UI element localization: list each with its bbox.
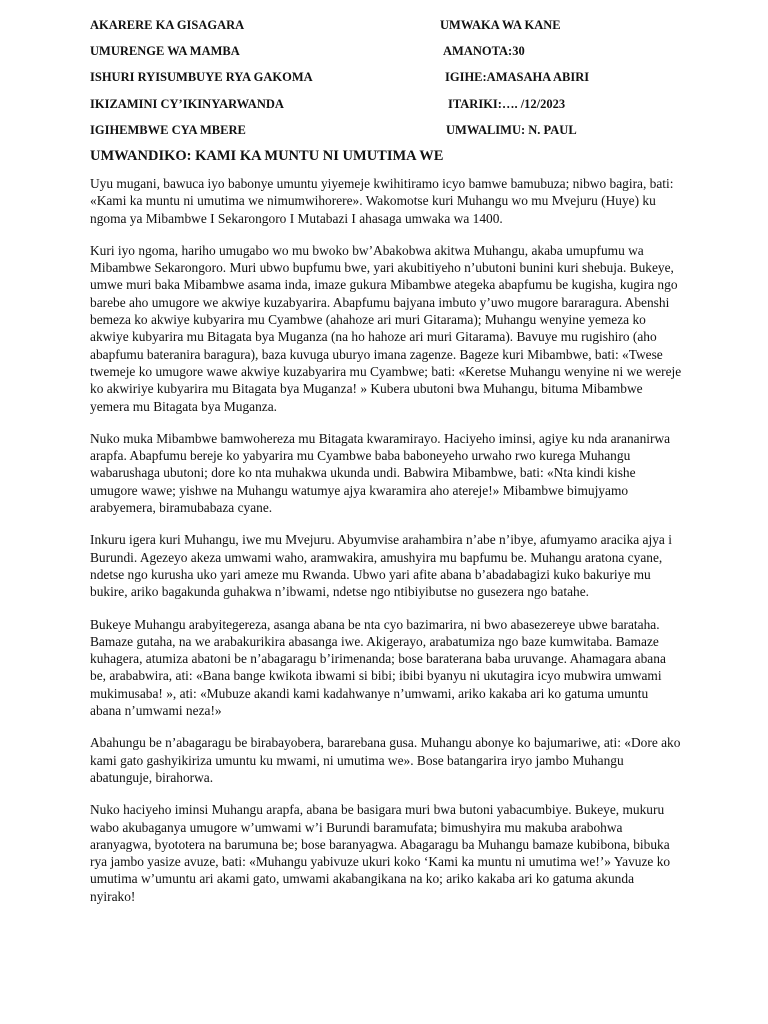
paragraph: Bukeye Muhangu arabyitegereza, asanga abana be nta cyo bazimarira, ni bwo abasezereye ubwe barataha. Bamaze gutaha, na we arabakurikira abasanga iwe. Akigerayo, arabatumiza ngo baze kumwitaba. Bamaze kuhagera, atumiza abatoni be n’abagaragu b’irimenanda; bose baraterana baba uruvange. Ahamagara abana be, arababwira, ati: «Bana bange kwikota ibwami si bibi; ibibi byanyu ni ukutagira icyo mubwira umwami mukimusaba! », ati: «Mubuze akandi kami kadahwanye n’umwami, ariko kakaba ari ko gatuma umuntu abana n’umwami neza!» xyxy=(90,616,666,719)
duration-label: IGIHE:AMASAHA ABIRI xyxy=(445,70,590,84)
paragraph: Nuko muka Mibambwe bamwohereza mu Bitagata kwaramirayo. Haciyeho iminsi, agiye ku nda arananirwa arapfa. Abapfumu bereje ko yabyarira mu Cyambwe baba baboneyeho urwaho rwo kurega Muhangu wabarushaga ubutoni; dore ko nta muhakwa ukunda undi. Babwira Mibambwe, bati: «Nta kindi kishe umugore wawe; yishwe na Muhangu watumye ajya kwaramira aho atereje!» Mibambwe bimujyamo arabyemera, biramubabaza cyane. xyxy=(90,430,671,516)
header-row-sector xyxy=(0,42,768,60)
sector-label: UMURENGE WA MAMBA xyxy=(90,44,240,58)
year-label: UMWAKA WA KANE xyxy=(440,18,561,32)
header-row-term xyxy=(0,121,768,139)
district-label: AKARERE KA GISAGARA xyxy=(90,18,245,32)
paragraph: Nuko haciyeho iminsi Muhangu arapfa, abana be basigara muri bwa butoni yabacumbiye. Bukeye, mukuru wabo akubaganya umugore w’umwami w’i Burundi baramufata; bimushyira mu makuba arabohwa aranyagwa, byototera na barumuna be; bose baranyagwa. Abagaragu ba Muhangu bamaze kubibona, bibuka rya jambo yasize avuze, bati: «Muhangu yabivuze ukuri koko ‘Kami ka muntu ni umutima we!’» Yavuze ko umutima w’umuntu ari akami gato, umwami akabangikana na ko; ariko kakaba ari ko gatuma akunda nyirako! xyxy=(90,802,671,904)
header-row-district xyxy=(0,16,768,34)
school-label: ISHURI RYISUMBUYE RYA GAKOMA xyxy=(90,70,313,84)
paragraph: Kuri iyo ngoma, hariho umugabo wo mu bwoko bw’Abakobwa akitwa Muhangu, akaba umupfumu wa Mibambwe Sekarongoro. Muri ubwo bupfumu bwe, yari akubitiyeho n’ubutoni bunini kuri shebuja. Bukeye, umwe muri baka Mibambwe asama inda, imaze gukura Mibambwe ategeka abapfumu be kugisha, kugira ngo barebe aho umugore we akwiye kuzabyarira. Abapfumu bajyana imbuto y’uwo mugore bararagura. Abenshi bemeza ko akwiye kubyarira mu Cyambwe (ahahoze ari muri Gitarama); Muhangu wenyine yemeza ko akwiye kubyarira mu Bitagata bya Muganza (na ho hahoze ari muri Gitarama). Bavuye mu rugishiro (aho abapfumu bateranira baragura), baza kuvuga uburyo imana zagenze. Bageze kuri Mibambwe, bati: «Twese twemeje ko umugore wawe akwiye kuzabyarira mu Cyambwe; bati: «Keretse Muhangu wenyine ni we wereje ko akwiriye kubyarira mu Bitagata bya Muganza! » Kubera ubutoni bwa Muhangu, bituma Mibambwe yemera mu Bitagata bya Muganza. xyxy=(90,242,682,414)
teacher-label: UMWALIMU: N. PAUL xyxy=(446,123,577,137)
term-label: IGIHEMBWE CYA MBERE xyxy=(90,123,246,137)
paragraph: Abahungu be n’abagaragu be birabayobera, bararebana gusa. Muhangu abonye ko bajumariwe, ati: «Dore ako kami gato gashyikiriza umuntu ku mwami, ni umutima we». Bose batangarira iryo jambo Muhangu abatunguje, birahorwa. xyxy=(90,735,681,785)
marks-label: AMANOTA:30 xyxy=(443,44,525,58)
paragraph: Inkuru igera kuri Muhangu, iwe mu Mvejuru. Abyumvise arahambira n’abe n’ibye, afumyamo aracika ajya i Burundi. Agezeyo akeza umwami waho, aramwakira, amushyira mu bapfumu be. Muhangu aratona cyane, ndetse ngo kurusha uko yari ameze mu Rwanda. Ubwo yari afite abana b’abadabagizi kuko bakuriye mu bukire, ariko bagakunda guhakwa n’ibwami, ndetse ngo ntibiyibutse no gusezera ngo batahe. xyxy=(90,532,672,600)
header-row-exam xyxy=(0,95,768,113)
paragraph: Uyu mugani, bawuca iyo babonye umuntu yiyemeje kwihitiramo icyo bamwe bamubuza; nibwo bagira, bati: «Kami ka muntu ni umutima we nimumwihorere». Wakomotse kuri Muhangu wo mu Mvejuru (Huye) ku ngoma ya Mibambwe I Sekarongoro I Mutabazi I ahasaga umwaka wa 1400. xyxy=(90,176,674,226)
exam-label: IKIZAMINI CY’IKINYARWANDA xyxy=(90,97,284,111)
text-title: UMWANDIKO: KAMI KA MUNTU NI UMUTIMA WE xyxy=(90,148,444,164)
reading-text xyxy=(90,175,682,920)
header-row-school xyxy=(0,68,768,86)
date-label: ITARIKI:…. /12/2023 xyxy=(448,97,566,111)
